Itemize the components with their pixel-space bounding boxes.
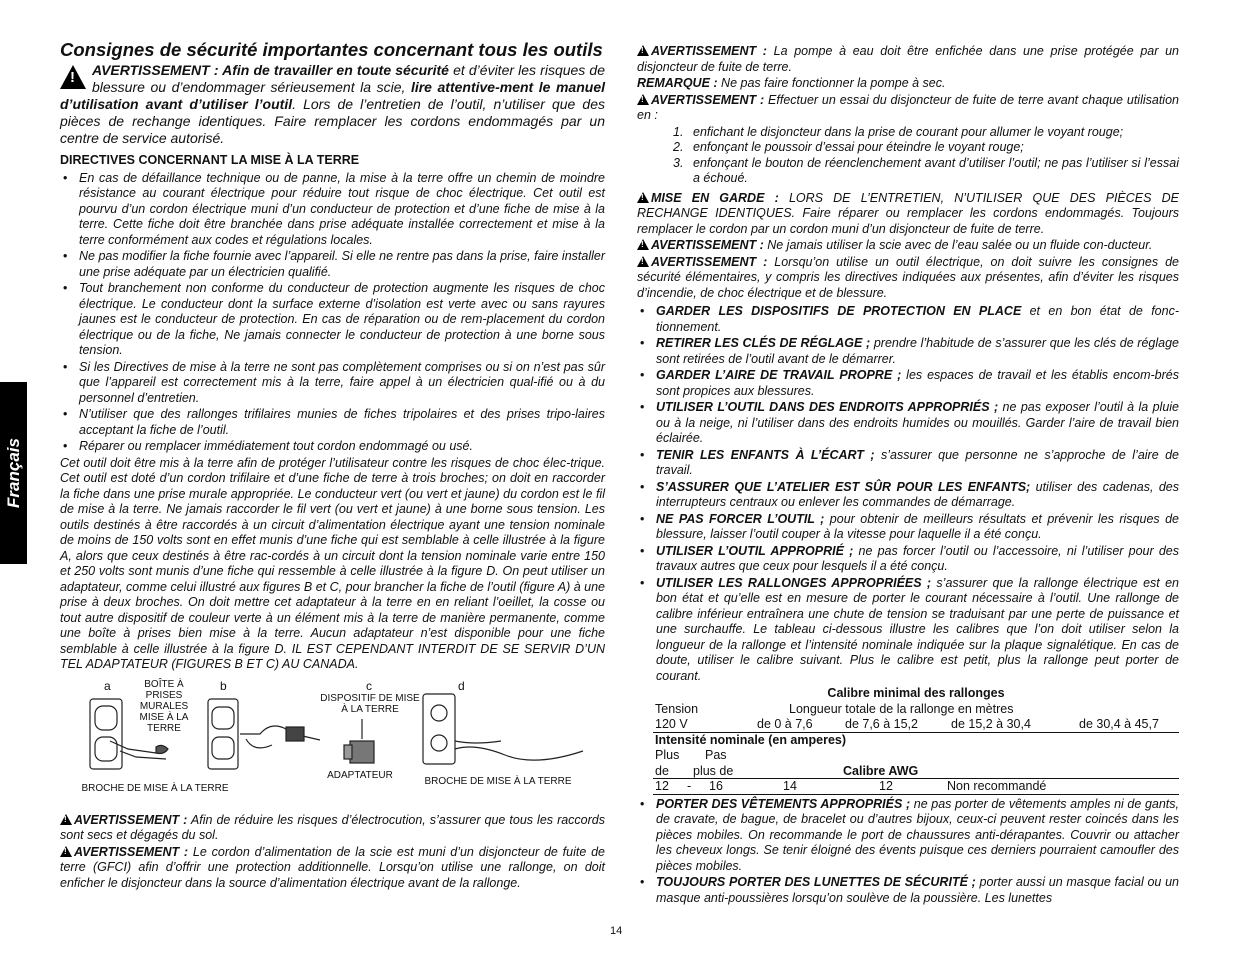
table-cell: 12 (879, 779, 893, 793)
ground-prong-label-1: BROCHE DE MISE À LA TERRE (81, 782, 229, 794)
left-column (60, 40, 605, 892)
warning-text: Lorsqu’on utilise un outil électrique, on doit suivre les consignes de sécurité élémentaires, y compris les directives indiquées aux présentes, afin d’éviter les risques d’incendie, de choc électrique et de blessure. (637, 254, 1180, 300)
table-cell: 12 (655, 779, 669, 793)
item-text: s’assurer que la rallonge électrique est en bon état et qu’elle est en mesure de porter le courant nécessaire à l’outil. Une rallonge de calibre inférieur entraînera une chute de tension se traduisant par une perte de puissance et une surchauffe. Le tableau ci-dessous illustre les calibres que l’on doit utiliser selon la longueur de la rallonge et l’intensité nominale indiquée sur la plaque signalétique. En cas de doute, utiliser le calibre suivant. Plus le calibre est petit, plus la rallonge peut porter de courant. (656, 575, 1180, 683)
list-item: • Si les Directives de mise à la terre ne sont pas complètement comprises ou si on n’est pas sûr que l’appareil est correctement mis à la terre, faire appel à un électricien qual-ifié ou à du personnel d’entretien. (60, 360, 605, 407)
warning-icon (637, 192, 649, 203)
remark (637, 76, 1179, 92)
step-text: enfichant le disjoncteur dans la prise de courant pour allumer le voyant rouge; (693, 124, 1124, 139)
list-item: • En cas de défaillance technique ou de panne, la mise à la terre offre un chemin de moindre résistance au courant électrique pour réduire tout risque de choc électrique. Cet outil est pourvu d’un cordon électrique muni d’un conducteur de protection et d’une fiche de mise à la terre. Cette fiche doit être branchée dans prise adéquate installée correctement et mise à la terre conformément aux codes et régulations locales. (60, 171, 605, 249)
intro-warning (60, 62, 605, 147)
item-heading: PORTER DES VÊTEMENTS APPROPRIÉS ; (656, 796, 911, 811)
warning-label: AVERTISSEMENT : (651, 254, 768, 269)
step-number: 1. (673, 124, 684, 139)
list-item (673, 156, 1179, 187)
page-title: Consignes de sécurité importantes concernant tous les outils (60, 39, 603, 60)
table-row (653, 748, 1179, 764)
list-item: • Tout branchement non conforme du conducteur de protection augmente les risques de choc électrique. Le conducteur dont la surface externe d’isolation est verte avec ou sans rayures jaunes est le conducteur de protection. En cas de réparation ou de rem-placement du cordon électrique ou de la fiche, Ne jamais connecter le conducteur de protection à une borne sous tension. (60, 281, 605, 359)
caution-label: MISE EN GARDE : (651, 190, 779, 205)
item-text: prendre l’habitude de s’assurer que les clés de réglage sont retirées de l’outil avant de le démarrer. (656, 336, 1180, 366)
list-item (637, 368, 1179, 399)
item-heading: TOUJOURS PORTER DES LUNETTES DE SÉCURITÉ ; (656, 875, 976, 889)
warning-general (637, 255, 1179, 302)
warning-icon (637, 94, 649, 105)
item-text: s’assurer que personne ne s’approche de l’aire de travail. (656, 447, 1179, 477)
item-heading: TENIR LES ENFANTS À L’ÉCART ; (656, 447, 875, 462)
figure-label-a: a (104, 678, 111, 693)
figure-label-b: b (220, 678, 227, 693)
warning-text: Le cordon d’alimentation de la scie est muni d’un disjoncteur de fuite de terre (GFCI) afin d’offrir une protection additionnelle. Lorsqu’on utilise une rallonge, on doit enficher le disjoncteur dans la source d’alimentation électrique avant de la rallonge. (60, 844, 605, 890)
list-item (637, 797, 1179, 875)
warning-text: Afin de réduire les risques d’électrocution, s’assurer que tous les raccords sont secs et dégagés du sol. (60, 812, 605, 842)
test-steps (673, 125, 1179, 187)
item-heading: RETIRER LES CLÉS DE RÉGLAGE ; (656, 336, 871, 350)
warning-electrocution (60, 813, 605, 844)
table-cell: Pas (705, 748, 727, 762)
item-heading: GARDER LES DISPOSITIFS DE PROTECTION EN PLACE (656, 304, 1022, 318)
grounding-device-label: DISPOSITIF DE MISE À LA TERRE (320, 692, 420, 715)
intro-text-2: . Lors de l’entretien de l’outil, n’utiliser que des pièces de rechange identiques. Faire remplacer les cordons endommagés par un centre de service autorisé. (60, 96, 605, 146)
warning-label: AVERTISSEMENT : (74, 844, 189, 859)
table-title-text: Calibre minimal des rallonges (827, 686, 1005, 700)
item-heading: NE PAS FORCER L’OUTIL ; (656, 511, 825, 526)
table-cell: Non recommandé (947, 779, 1047, 793)
list-item (637, 480, 1179, 511)
adapter-label: ADAPTATEUR (327, 769, 393, 781)
list-item (637, 448, 1179, 479)
item-text: les espaces de travail et les établis encom-brés sont propices aux blessures. (656, 368, 1179, 398)
warning-label: AVERTISSEMENT : (651, 238, 764, 252)
table-cell: Tension (655, 701, 699, 716)
table-row (653, 764, 1179, 780)
table-cell: - (687, 779, 692, 793)
page-number: 14 (610, 925, 623, 937)
list-item (673, 125, 1179, 141)
item-text: et en bon état de fonc-tionnement. (656, 304, 1179, 334)
remark-label: REMARQUE : (637, 76, 718, 90)
table-cell: de (655, 763, 669, 778)
warning-test (637, 93, 1179, 124)
warning-text: La pompe à eau doit être enfichée dans une prise protégée par un disjoncteur de fuite de terre. (637, 44, 1179, 74)
step-number: 3. (673, 155, 684, 170)
table-row (653, 733, 1179, 749)
language-tab (0, 382, 27, 564)
warning-text: Ne jamais utiliser la scie avec de l’eau salée ou un fluide con-ducteur. (763, 238, 1153, 252)
intro-bold-1: AVERTISSEMENT : Afin de travailler en toute sécurité (92, 62, 449, 78)
wall-box-label: BOÎTE À PRISES MURALES MISE À LA TERRE (139, 678, 189, 734)
grounding-paragraph: Cet outil doit être mis à la terre afin de protéger l’utilisateur contre les risques de choc élec-trique. Cet outil est doté d’un cordon trifilaire et d’une fiche de terre à trois broches; on doit en raccorder la fiche dans une prise murale appropriée. Le conducteur vert (ou vert et jaune) du cordon est le fil de mise à la terre. Ne jamais raccorder le fil vert (ou vert et jaune) à une borne sous tension. Les outils destinés à être raccordés à un circuit d’alimentation électrique ayant une tension nominale de moins de 150 volts sont en effet munis d’une fiche qui est semblable à celle illustrée à la figure A, alors que ceux destinés à être rac-cordés à un circuit dont la tension nominale varie entre 150 et 250 volts sont munis d’une fiche qui ressemble à celle illustrée à la figure D. On peut utiliser un adaptateur, comme celui illustré aux figures B et C, pour brancher la fiche de l’outil (figure A) à une prise à deux broches. On doit mettre cet adaptateur à la terre en en reliant l’oeillet, la cosse ou tout autre dispositif de couleur verte à un élément mis à la terre de manière permanente, comme une boîte à prises bien mise à la terre. Aucun adaptateur n’est disponible pour une fiche semblable à celle illustrée à la figure D. IL EST CEPENDANT INTERDIT DE SE SERVIR D’UN TEL ADAPTATEUR (FIGURES B ET C) AU CANADA. (60, 455, 605, 671)
table-cell: Longueur totale de la rallonge en mètres (789, 701, 1014, 716)
caution-text: LORS DE L’ENTRETIEN, N’UTILISER QUE DES PIÈCES DE RECHANGE IDENTIQUES. Faire réparer ou remplacer les cordons endommagés. Toujours remplacer le cordon par un cordon muni d’un disjoncteur de fuite de terre. (637, 190, 1179, 236)
item-text: ne pas exposer l’outil à la pluie ou à la neige, ni l’utiliser dans des endroits humides ou mouillés. Garder l’aire de travail bien éclairée. (656, 400, 1179, 445)
item-text: ne pas porter de vêtements amples ni de gants, de cravate, de bague, de bracelet ou d’autres bijoux, ceux-ci peuvent rester coincés dans les pièces mobiles. On recommande le port de chaussures anti-dérapantes. Couvrir ou attacher les cheveux longs. Se tenir éloigné des évents puisque ces derniers pourraient camoufler des pièces mobiles. (656, 796, 1179, 873)
table-cell: 16 (709, 779, 723, 793)
table-row (653, 717, 1179, 733)
table-cell: Plus (655, 748, 680, 762)
figure-label-d: d (458, 678, 465, 693)
intro-bold-2: lire attentive-ment le manuel d’utilisation avant d’utiliser l’outil (60, 79, 605, 112)
language-tab-label: Français (3, 438, 23, 508)
warning-pump (637, 44, 1179, 75)
table-cell: de 0 à 7,6 (757, 717, 813, 731)
item-text: utiliser des cadenas, des interrupteurs centraux ou enlever les commandes de démarrage. (656, 479, 1179, 509)
item-heading: UTILISER L’OUTIL APPROPRIÉ ; (656, 543, 854, 558)
list-item (637, 336, 1179, 367)
warning-gfci (60, 845, 605, 892)
warning-icon (637, 256, 649, 267)
item-text: pour obtenir de meilleurs résultats et prévenir les risques de blessure, laisser l’outil couper à la vitesse pour laquelle il a été conçu. (656, 511, 1180, 541)
step-text: enfonçant le poussoir d’essai pour éteindre le voyant rouge; (693, 140, 1024, 154)
list-item (637, 400, 1179, 447)
warning-icon (637, 239, 649, 250)
item-heading: UTILISER L’OUTIL DANS DES ENDROITS APPROPRIÉS ; (656, 400, 999, 414)
table-cell: de 7,6 à 15,2 (845, 717, 918, 731)
step-text: enfonçant le bouton de réenclenchement avant d’utiliser l’outil; ne pas l’utiliser si l’essai a échoué. (693, 155, 1179, 185)
item-heading: UTILISER LES RALLONGES APPROPRIÉES ; (656, 575, 932, 590)
list-item (673, 140, 1179, 156)
warning-triangle-icon (60, 65, 86, 93)
list-item: • Ne pas modifier la fiche fournie avec l’appareil. Si elle ne rentre pas dans la prise, faire installer une prise adéquate par un électricien qualifié. (60, 249, 605, 280)
intro-text-1: et d’éviter les risques de blessure ou d’endommager sérieusement la scie, (92, 62, 606, 95)
warning-icon (60, 846, 72, 857)
item-text: porter aussi un masque facial ou un masque anti-poussières lorsqu’on soulève de la poussière. Les lunettes (656, 875, 1179, 905)
item-text: ne pas forcer l’outil ou l’accessoire, ni l’utiliser pour des travaux autres que ceux pour lesquels il a été conçu. (656, 543, 1180, 573)
table-title (653, 686, 1179, 702)
extension-cord-table (653, 686, 1179, 795)
ground-prong-label-2: BROCHE DE MISE À LA TERRE (424, 775, 572, 787)
grounding-list (60, 171, 605, 455)
list-item: • Réparer ou remplacer immédiatement tout cordon endommagé ou usé. (60, 439, 605, 455)
warning-label: AVERTISSEMENT : (74, 812, 188, 827)
safety-list (637, 304, 1179, 684)
table-cell: Intensité nominale (en amperes) (655, 732, 847, 747)
warning-label: AVERTISSEMENT : (651, 44, 767, 58)
list-item (637, 576, 1179, 685)
warning-label: AVERTISSEMENT : (651, 92, 765, 107)
table-row (653, 702, 1179, 718)
list-item (637, 512, 1179, 543)
safety-list-continued (637, 797, 1179, 907)
list-item (637, 544, 1179, 575)
warning-saltwater (637, 238, 1179, 254)
table-cell: plus de (693, 763, 734, 778)
table-row (653, 779, 1179, 795)
table-cell: Calibre AWG (843, 763, 919, 778)
figure-label-c: c (366, 678, 372, 693)
table-cell: de 30,4 à 45,7 (1079, 717, 1159, 731)
table-cell: 120 V (655, 717, 688, 731)
list-item (637, 875, 1179, 906)
step-number: 2. (673, 140, 684, 154)
item-heading: GARDER L’AIRE DE TRAVAIL PROPRE ; (656, 368, 902, 382)
list-item (637, 304, 1179, 335)
remark-text: Ne pas faire fonctionner la pompe à sec. (717, 76, 946, 90)
table-cell: 14 (783, 779, 797, 793)
right-column (637, 44, 1179, 907)
grounding-figure (60, 679, 605, 801)
list-item: • N’utiliser que des rallonges trifilaires munies de fiches tripolaires et des prises tripo-laires acceptant la fiche de l’outil. (60, 407, 605, 438)
warning-icon (637, 45, 649, 56)
item-heading: S’ASSURER QUE L’ATELIER EST SÛR POUR LES ENFANTS; (656, 479, 1031, 494)
caution-service (637, 191, 1179, 238)
warning-icon (60, 814, 72, 825)
table-cell: de 15,2 à 30,4 (951, 717, 1031, 731)
warning-text: Effectuer un essai du disjoncteur de fuite de terre avant chaque utilisation en : (637, 92, 1179, 122)
section-heading: DIRECTIVES CONCERNANT LA MISE À LA TERRE (60, 153, 360, 167)
